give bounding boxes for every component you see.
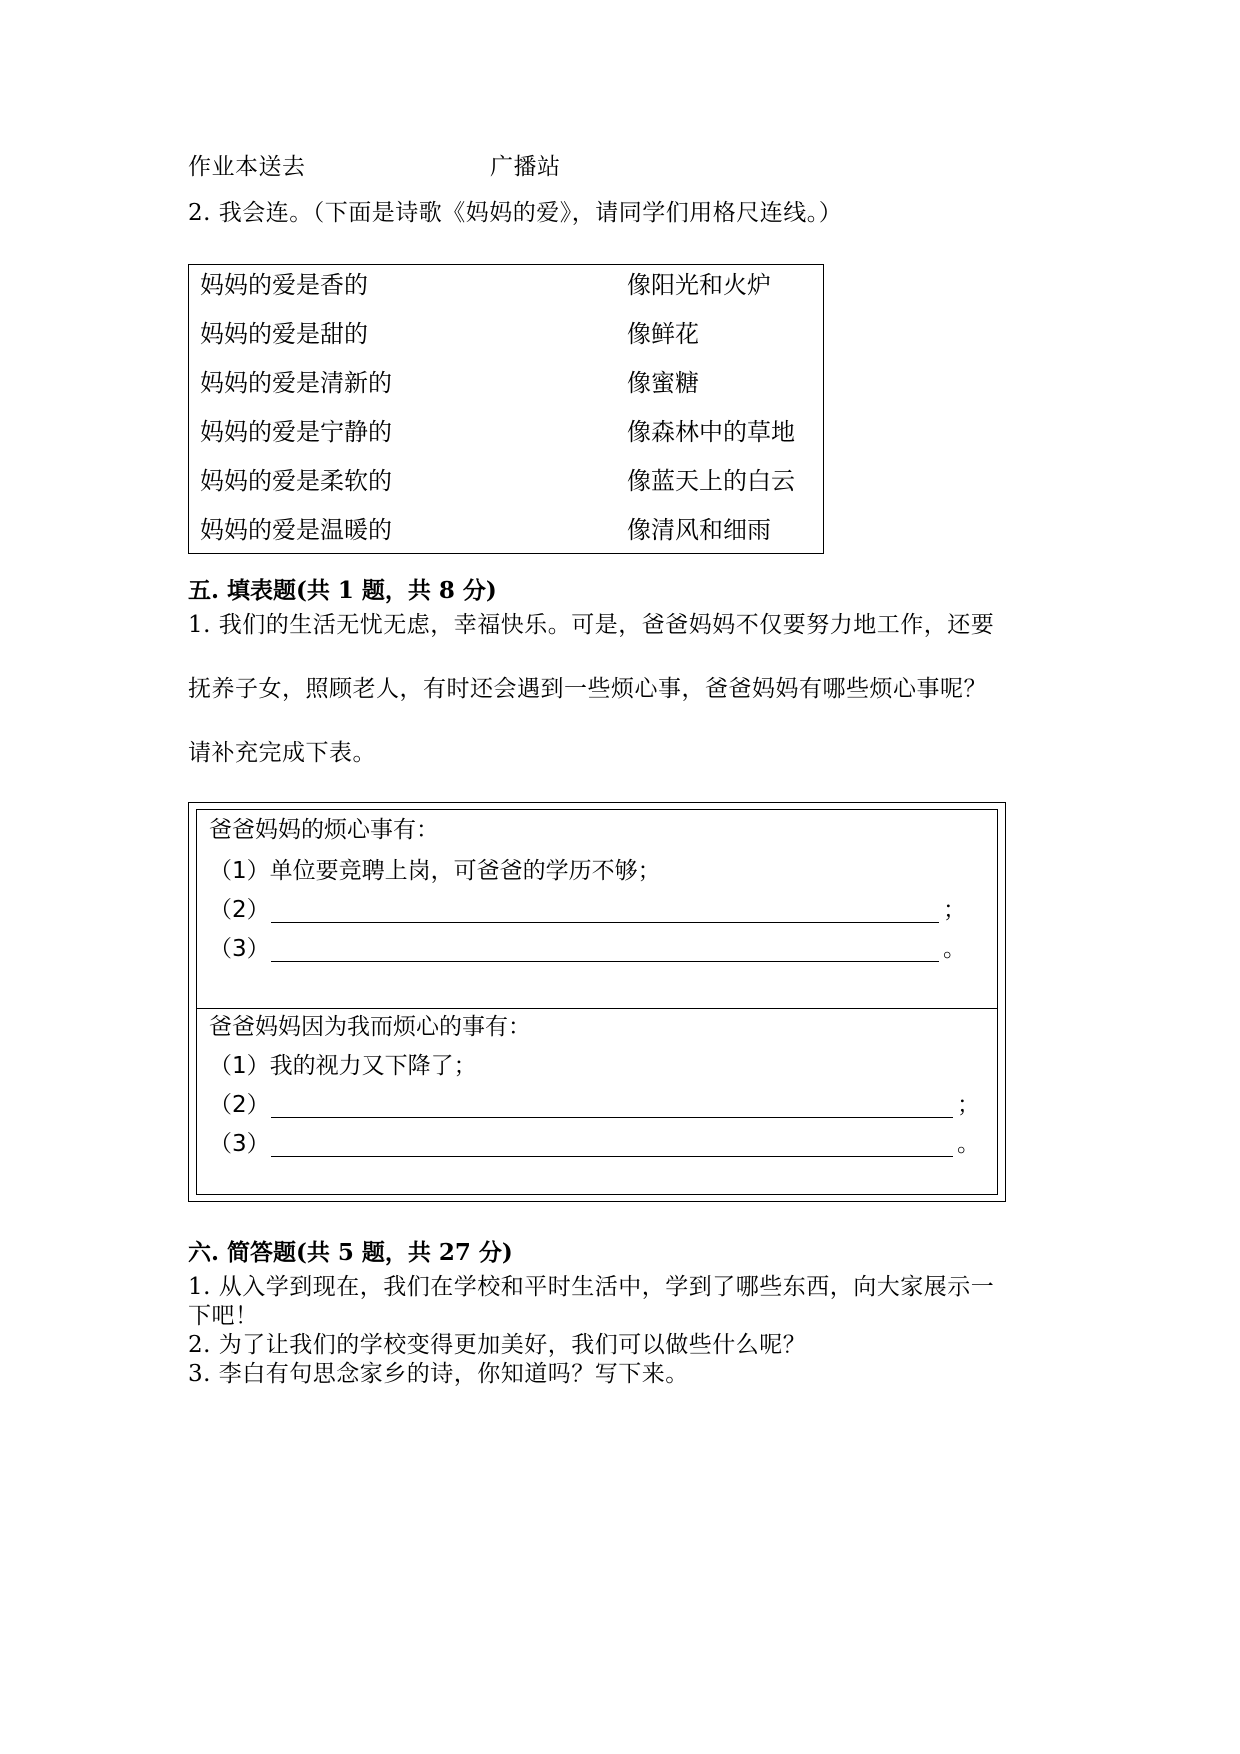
match-right-item[interactable]: 像蜜糖: [627, 369, 699, 397]
worry-part1-item1: （1）单位要竞聘上岗，可爸爸的学历不够；: [209, 858, 661, 884]
section6-q1-line1: 1. 从入学到现在，我们在学校和平时生活中，学到了哪些东西，向大家展示一: [188, 1274, 995, 1300]
match-row: [189, 363, 823, 403]
worry-part2-item1: （1）我的视力又下降了；: [209, 1053, 477, 1079]
match-row: [189, 265, 823, 305]
continuation-left: 作业本送去: [188, 154, 306, 180]
match-right-item[interactable]: 像森林中的草地: [627, 418, 795, 446]
section6-q2: 2. 为了让我们的学校变得更加美好，我们可以做些什么呢？: [188, 1332, 807, 1358]
section5-q1-line2: 抚养子女，照顾老人，有时还会遇到一些烦心事，爸爸妈妈有哪些烦心事呢？: [188, 676, 987, 702]
match-right-item[interactable]: 像阳光和火炉: [627, 271, 771, 299]
worry-part1-item2-end: ；: [943, 897, 966, 923]
match-table: [188, 264, 824, 554]
match-row: [189, 461, 823, 501]
match-left-item[interactable]: 妈妈的爱是宁静的: [200, 418, 392, 446]
match-question-prompt: 2. 我会连。（下面是诗歌《妈妈的爱》，请同学们用格尺连线。）: [188, 200, 843, 226]
match-row: [189, 510, 823, 550]
worry-part1-item3-blank[interactable]: [271, 961, 939, 962]
worry-part2-item2-end: ；: [957, 1092, 980, 1118]
section5-heading: 五. 填表题(共 1 题，共 8 分): [188, 577, 497, 604]
section5-q1-line3: 请补充完成下表。: [188, 740, 376, 766]
worry-table-inner: [196, 809, 998, 1195]
worry-part2-title: 爸爸妈妈因为我而烦心的事有：: [209, 1014, 531, 1040]
match-left-item[interactable]: 妈妈的爱是甜的: [200, 320, 368, 348]
section6-heading: 六. 简答题(共 5 题，共 27 分): [188, 1239, 513, 1266]
match-left-item[interactable]: 妈妈的爱是香的: [200, 271, 368, 299]
continuation-right: 广播站: [490, 154, 561, 180]
section6-q1-line2: 下吧！: [188, 1303, 259, 1329]
worry-part2-item2-label: （2）: [209, 1092, 270, 1118]
match-row: [189, 412, 823, 452]
worry-part1-title: 爸爸妈妈的烦心事有：: [209, 817, 439, 843]
match-left-item[interactable]: 妈妈的爱是柔软的: [200, 467, 392, 495]
match-right-item[interactable]: 像清风和细雨: [627, 516, 771, 544]
worry-part2-item3-label: （3）: [209, 1131, 270, 1157]
match-right-item[interactable]: 像蓝天上的白云: [627, 467, 795, 495]
worry-part1-item2-blank[interactable]: [271, 922, 939, 923]
match-left-item[interactable]: 妈妈的爱是清新的: [200, 369, 392, 397]
worry-part1-item3-end: 。: [943, 936, 966, 962]
worry-part1-item3-label: （3）: [209, 936, 270, 962]
worry-part1-item2-label: （2）: [209, 897, 270, 923]
section6-q3: 3. 李白有句思念家乡的诗，你知道吗？写下来。: [188, 1361, 689, 1387]
worry-part2-item2-blank[interactable]: [271, 1117, 953, 1118]
section5-q1-line1: 1. 我们的生活无忧无虑，幸福快乐。可是，爸爸妈妈不仅要努力地工作，还要: [188, 612, 995, 638]
match-right-item[interactable]: 像鲜花: [627, 320, 699, 348]
worry-table-divider: [197, 1008, 997, 1009]
worry-part2-item3-blank[interactable]: [271, 1156, 953, 1157]
match-left-item[interactable]: 妈妈的爱是温暖的: [200, 516, 392, 544]
match-row: [189, 314, 823, 354]
worry-part2-item3-end: 。: [957, 1131, 980, 1157]
worry-table: [188, 802, 1006, 1202]
